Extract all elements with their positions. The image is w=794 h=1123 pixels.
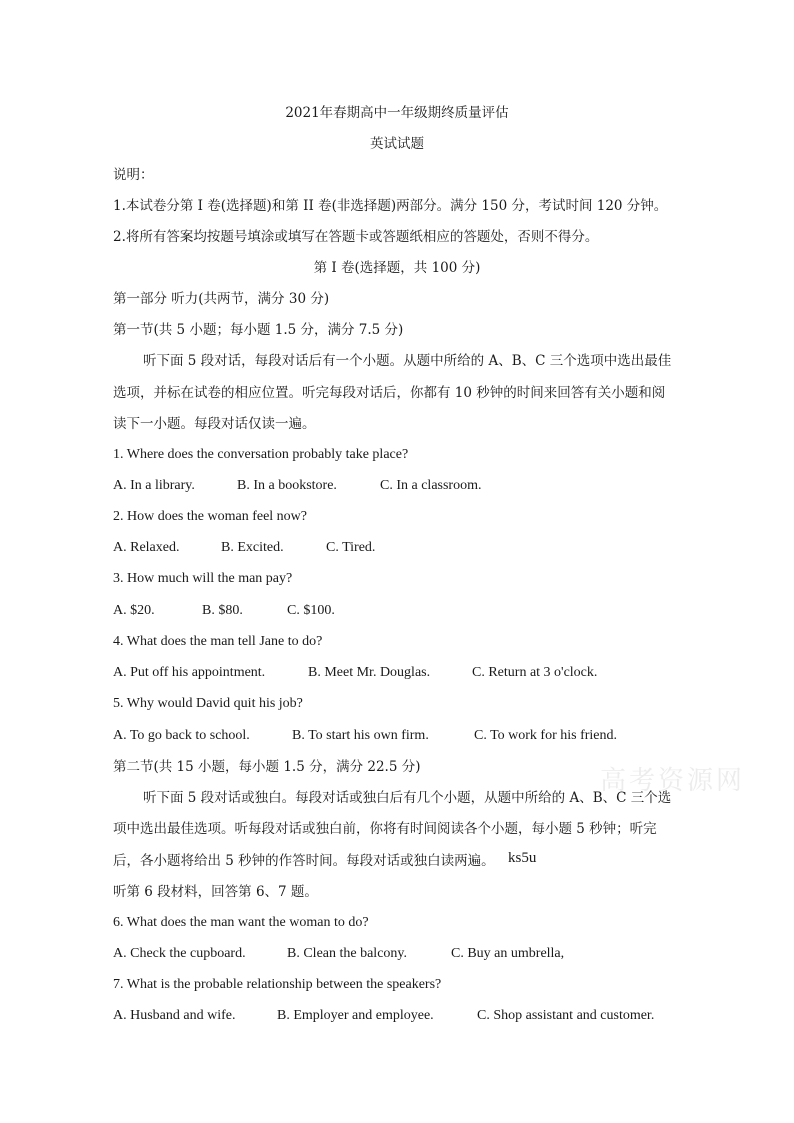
section-1-title: 第一节(共 5 小题；每小题 1.5 分，满分 7.5 分) bbox=[113, 322, 404, 338]
question-5-option-c: C. To work for his friend. bbox=[474, 728, 618, 743]
instruction-item-1: 1.本试卷分第 I 卷(选择题)和第 II 卷(非选择题)两部分。满分 150 分，考试时间 120 分钟。 bbox=[113, 198, 668, 214]
question-3-option-c: C. $100. bbox=[287, 603, 335, 618]
question-2-option-b: B. Excited. bbox=[221, 540, 284, 555]
question-3: 3. How much will the man pay? bbox=[113, 571, 293, 586]
question-1-option-b: B. In a bookstore. bbox=[237, 478, 337, 493]
question-1-option-c: C. In a classroom. bbox=[380, 478, 482, 493]
watermark: 高考资源网 bbox=[600, 766, 746, 796]
question-3-option-a: A. $20. bbox=[113, 603, 155, 618]
instructions-label: 说明： bbox=[113, 167, 154, 183]
question-1: 1. Where does the conversation probably take place? bbox=[113, 447, 409, 462]
part-1-title: 第一部分 听力(共两节，满分 30 分) bbox=[113, 291, 330, 307]
question-5: 5. Why would David quit his job? bbox=[113, 696, 303, 711]
question-6: 6. What does the man want the woman to do? bbox=[113, 915, 369, 930]
question-7-option-b: B. Employer and employee. bbox=[277, 1008, 434, 1023]
section-1-directions-line-2: 选项，并标在试卷的相应位置。听完每段对话后，你都有 10 秒钟的时间来回答有关小题和阅 bbox=[113, 385, 666, 401]
question-2: 2. How does the woman feel now? bbox=[113, 509, 308, 524]
question-4-option-c: C. Return at 3 o'clock. bbox=[472, 665, 598, 680]
question-6-option-c: C. Buy an umbrella, bbox=[451, 946, 565, 961]
exam-title: 2021年春期高中一年级期终质量评估 bbox=[285, 105, 509, 121]
question-4-option-a: A. Put off his appointment. bbox=[113, 665, 266, 680]
question-1-option-a: A. In a library. bbox=[113, 478, 195, 493]
instruction-item-2: 2.将所有答案均按题号填涂或填写在答题卡或答题纸相应的答题处，否则不得分。 bbox=[113, 229, 599, 245]
question-7-option-c: C. Shop assistant and customer. bbox=[477, 1008, 655, 1023]
question-5-option-a: A. To go back to school. bbox=[113, 728, 250, 743]
question-4: 4. What does the man tell Jane to do? bbox=[113, 634, 323, 649]
volume-1-title: 第 I 卷(选择题，共 100 分) bbox=[313, 260, 481, 276]
question-2-option-c: C. Tired. bbox=[326, 540, 376, 555]
question-6-option-a: A. Check the cupboard. bbox=[113, 946, 246, 961]
question-7: 7. What is the probable relationship between the speakers? bbox=[113, 977, 442, 992]
section-2-title: 第二节(共 15 小题，每小题 1.5 分，满分 22.5 分) bbox=[113, 759, 421, 775]
question-5-option-b: B. To start his own firm. bbox=[292, 728, 429, 743]
question-6-option-b: B. Clean the balcony. bbox=[287, 946, 408, 961]
question-3-option-b: B. $80. bbox=[202, 603, 243, 618]
question-4-option-b: B. Meet Mr. Douglas. bbox=[308, 665, 431, 680]
material-6-heading: 听第 6 段材料，回答第 6、7 题。 bbox=[113, 884, 318, 900]
section-1-directions-line-3: 读下一小题。每段对话仅读一遍。 bbox=[113, 416, 316, 432]
source-mark: ks5u bbox=[508, 850, 537, 866]
section-2-directions-line-1: 听下面 5 段对话或独白。每段对话或独白后有几个小题，从题中所给的 A、B、C 三个选 bbox=[143, 790, 672, 806]
question-2-option-a: A. Relaxed. bbox=[113, 540, 180, 555]
exam-subject: 英试试题 bbox=[370, 136, 424, 152]
section-2-directions-line-2: 项中选出最佳选项。听每段对话或独白前，你将有时间阅读各个小题，每小题 5 秒钟；听完 bbox=[113, 821, 657, 837]
section-2-directions-line-3: 后，各小题将给出 5 秒钟的作答时间。每段对话或独白读两遍。 bbox=[113, 853, 495, 869]
section-1-directions-line-1: 听下面 5 段对话，每段对话后有一个小题。从题中所给的 A、B、C 三个选项中选出最佳 bbox=[143, 353, 672, 369]
question-7-option-a: A. Husband and wife. bbox=[113, 1008, 236, 1023]
